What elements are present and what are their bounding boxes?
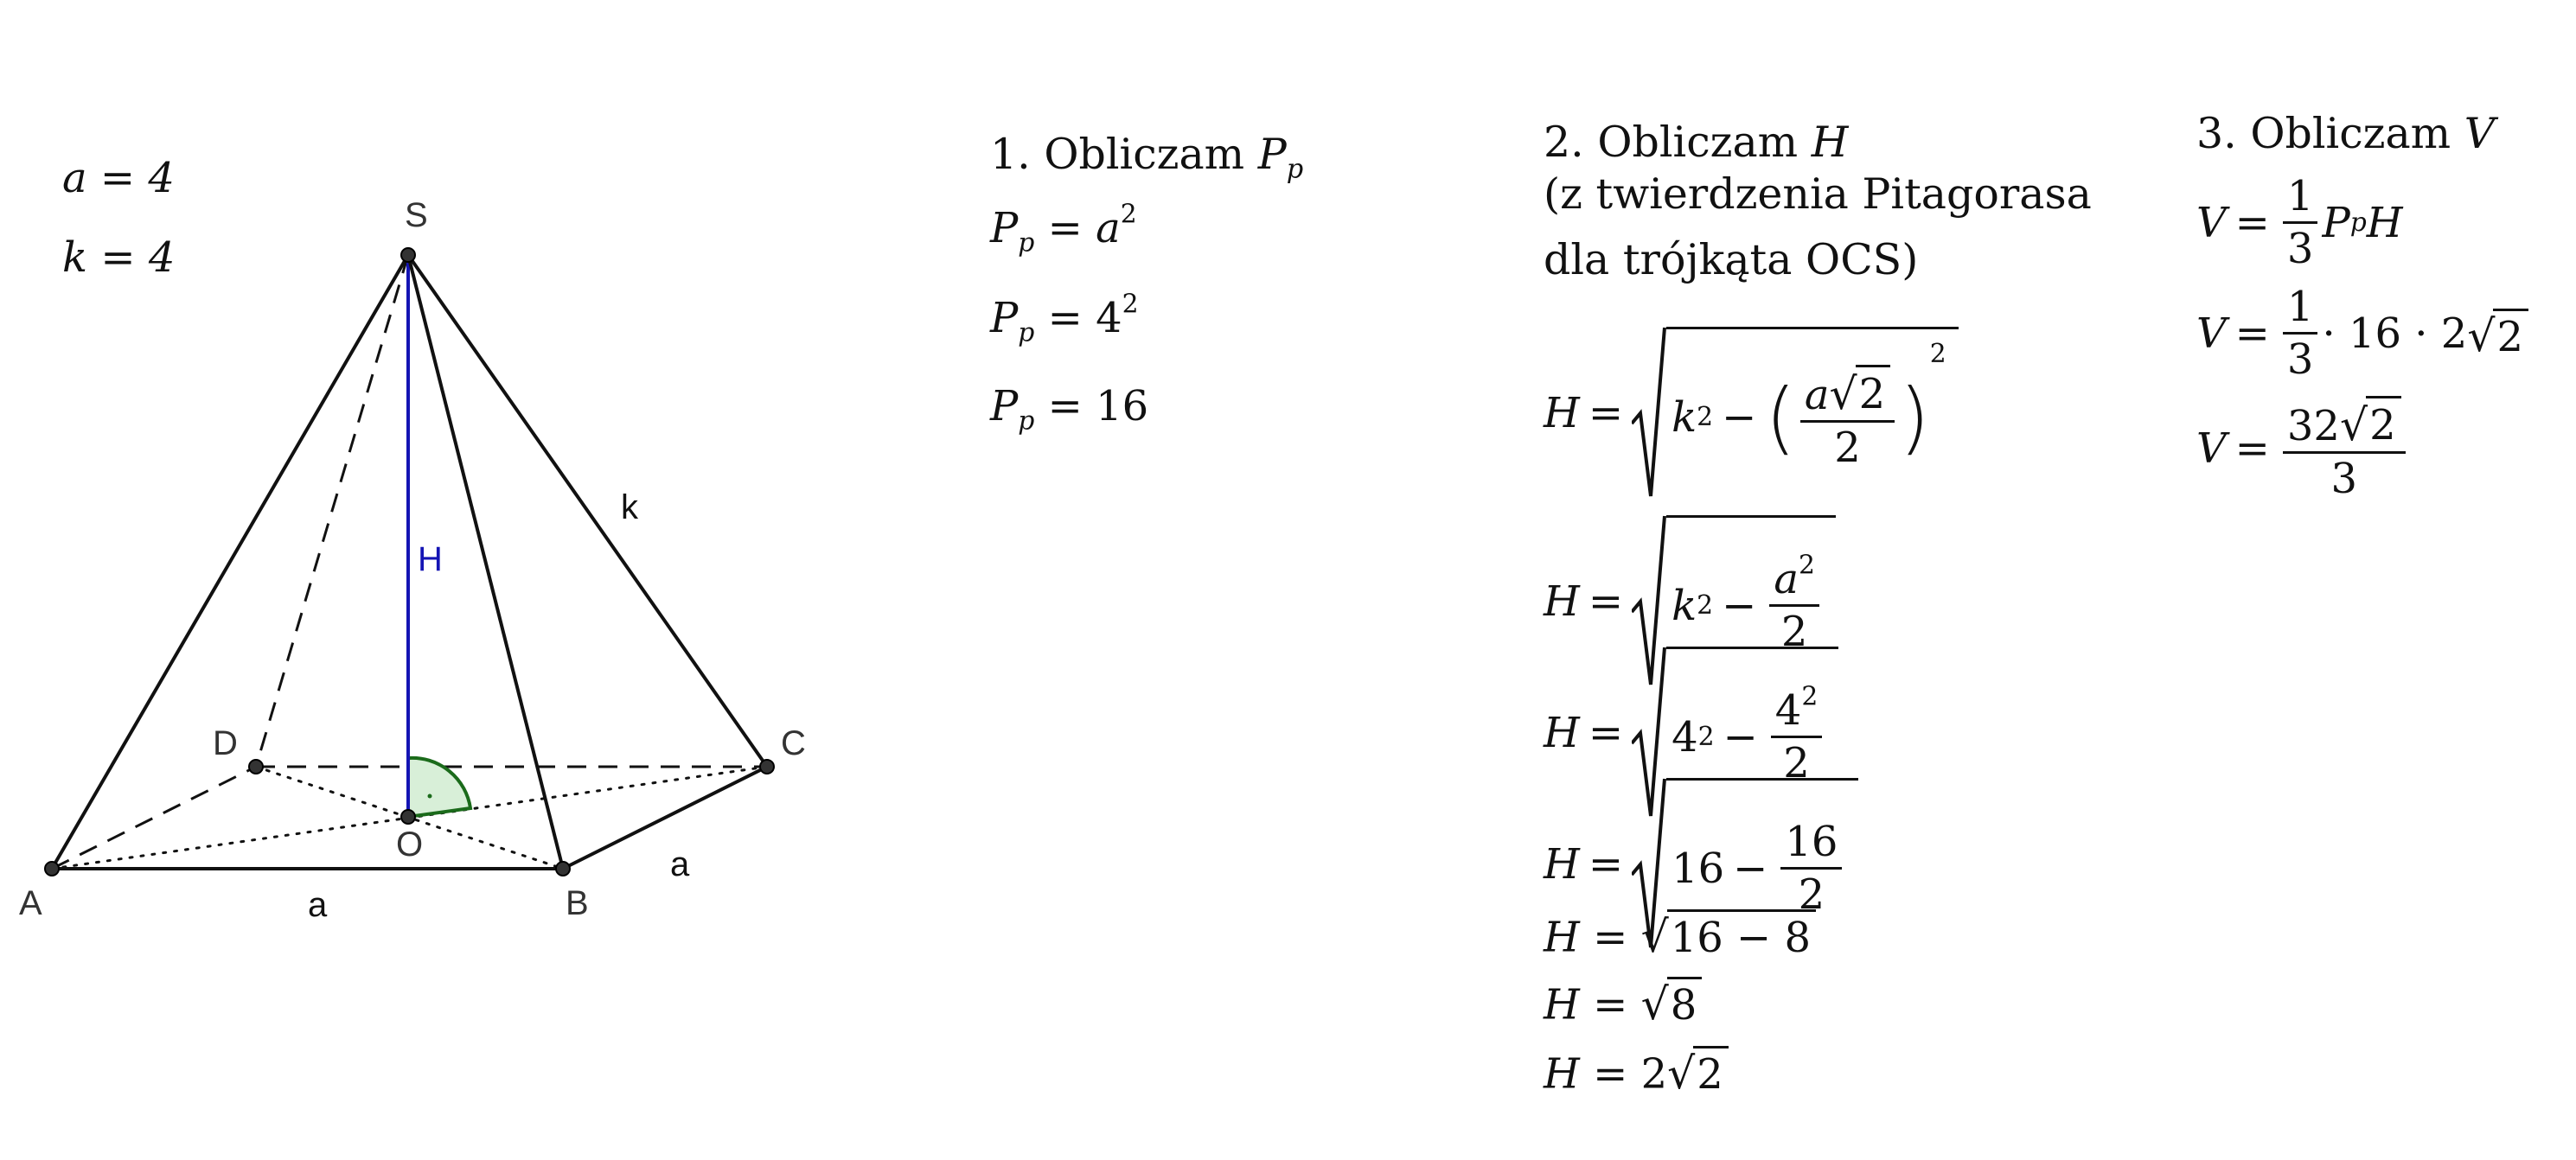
step1-line3: $P_p = 16$ <box>990 382 1149 437</box>
label-height: H <box>418 540 443 578</box>
label-edge-k: k <box>621 488 638 526</box>
angle-dot <box>428 794 432 799</box>
step3-heading: 3. Obliczam V <box>2196 109 2496 158</box>
step2-line3: H = 4 2 − $\frac{4^2}{2}$ <box>1544 647 1838 819</box>
sqrt-sign-4: 16 − $\frac{16}{2}$ <box>1632 778 1858 951</box>
step3-line3: V = 32 √ 2 3 <box>2196 396 2410 501</box>
param-k: k = 4 <box>62 233 176 282</box>
point-o <box>401 810 415 824</box>
sqrt-sign-2: k 2 − $\frac{a^2}{2}$ <box>1632 515 1836 688</box>
radical-icon <box>1632 327 1666 500</box>
label-a: A <box>19 884 42 922</box>
pyramid-figure <box>0 0 968 1160</box>
step2-note-line1: (z twierdzenia Pitagorasa <box>1544 169 2092 219</box>
step2-line1: H = k 2 − ( a √ 2 2 ) 2 <box>1544 327 1959 500</box>
point-a <box>45 862 59 876</box>
label-d: D <box>213 724 238 762</box>
edge-sc <box>408 255 767 767</box>
sqrt-sign-1: k 2 − ( a √ 2 2 ) 2 <box>1632 327 1959 500</box>
step2-line2: H = k 2 − $\frac{a^2}{2}$ <box>1544 515 1836 688</box>
step2-line4: H = 16 − $\frac{16}{2}$ <box>1544 778 1858 951</box>
step3-line1: V = $\frac{1}{3}$ P p H <box>2196 172 2403 274</box>
label-edge-ab: a <box>308 886 328 924</box>
point-c <box>760 760 774 774</box>
point-b <box>556 862 570 876</box>
edge-sa <box>52 255 408 869</box>
step1-heading: 1. Obliczam $P_p$ <box>990 130 1304 185</box>
edge-sd <box>256 255 408 767</box>
step2-heading: 2. Obliczam H <box>1544 118 1849 167</box>
step1-line1: $P_p = a^2$ <box>990 199 1137 258</box>
label-o: O <box>396 825 424 864</box>
step3-line2: V = $\frac{1}{3}$ · 16 · 2 √ 2 <box>2196 285 2528 382</box>
step2-line7: H = 2 √ 2 <box>1544 1046 1729 1095</box>
label-s: S <box>405 196 428 234</box>
label-c: C <box>781 724 806 762</box>
point-s <box>401 248 415 262</box>
step2-note-line2: dla trójkąta OCS) <box>1544 235 1919 284</box>
step2-line5: H = √ 16 − 8 <box>1544 909 1816 959</box>
step1-line2: $P_p = 4^2$ <box>990 289 1139 348</box>
label-edge-bc: a <box>670 845 690 883</box>
label-b: B <box>566 884 589 922</box>
point-d <box>249 760 263 774</box>
sqrt-sign-3: 4 2 − $\frac{4^2}{2}$ <box>1632 647 1838 819</box>
param-a: a = 4 <box>62 154 175 202</box>
step2-line6: H = √ 8 <box>1544 977 1702 1026</box>
